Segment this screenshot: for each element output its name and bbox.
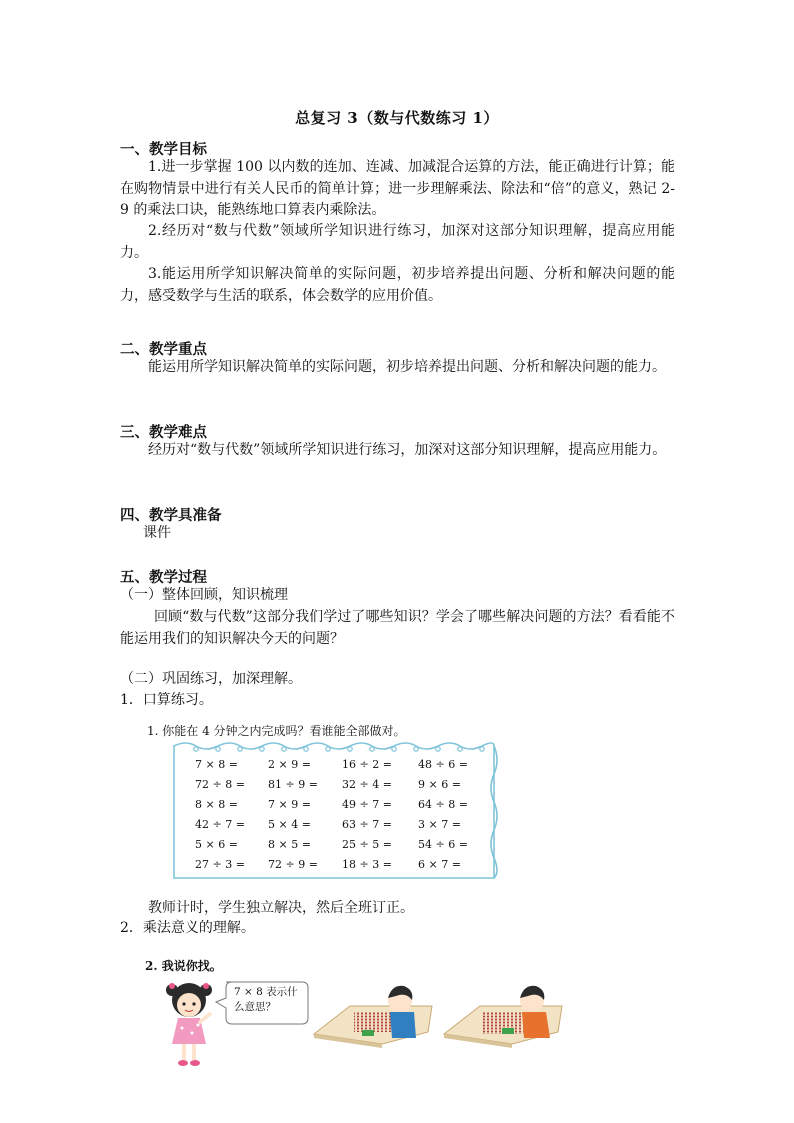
- exercise-cell: 27 ÷ 3 =: [195, 858, 245, 871]
- goals-heading: 一、教学目标: [120, 142, 207, 158]
- boy-dot-array-1: [312, 982, 436, 1050]
- exercise-cell: 42 ÷ 7 =: [195, 818, 245, 831]
- goals-item-3: 3.能运用所学知识解决简单的实际问题，初步培养提出问题、分析和解决问题的能力，感受数学与生活的联系，体会数学的应用价值。: [120, 266, 675, 304]
- exercise-cell: 7 × 9 =: [268, 798, 311, 811]
- exercise-2-title: 2. 我说你找。: [145, 959, 222, 973]
- exercise-cell: 5 × 6 =: [195, 838, 238, 851]
- exercise-cell: 3 × 7 =: [418, 818, 461, 831]
- process-sub-2: （二）巩固练习，加深理解。: [120, 671, 302, 687]
- boy-dot-array-2: [442, 982, 566, 1050]
- exercise-cell: 54 ÷ 6 =: [418, 838, 468, 851]
- difficulty-text: 经历对“数与代数”领域所学知识进行练习，加深对这部分知识理解，提高应用能力。: [148, 442, 667, 458]
- prep-text: 课件: [143, 525, 171, 541]
- key-heading: 二、教学重点: [120, 342, 207, 358]
- exercise-cell: 32 ÷ 4 =: [342, 778, 392, 791]
- exercise-cell: 18 ÷ 3 =: [342, 858, 392, 871]
- exercise-row: [190, 758, 490, 778]
- exercise-cell: 5 × 4 =: [268, 818, 311, 831]
- speech-bubble-text: 7 × 8 表示什么意思？: [234, 986, 298, 1013]
- exercise-cell: 81 ÷ 9 =: [268, 778, 318, 791]
- process-item-1: 1．口算练习。: [120, 692, 213, 708]
- exercise-cell: 63 ÷ 7 =: [342, 818, 392, 831]
- exercise-row: [190, 798, 490, 818]
- prep-heading: 四、教学具准备: [120, 508, 222, 524]
- exercise-cell: 16 ÷ 2 =: [342, 758, 392, 771]
- process-item-2: 2．乘法意义的理解。: [120, 920, 255, 936]
- exercise-cell: 48 ÷ 6 =: [418, 758, 468, 771]
- exercise-row: [190, 838, 490, 858]
- exercise-cell: 49 ÷ 7 =: [342, 798, 392, 811]
- exercise-cell: 25 ÷ 5 =: [342, 838, 392, 851]
- exercise-row: [190, 818, 490, 838]
- exercise-1-title: 1. 你能在 4 分钟之内完成吗？看谁能全部做对。: [147, 724, 406, 738]
- exercise-cell: 8 × 5 =: [268, 838, 311, 851]
- exercise-cell: 72 ÷ 9 =: [268, 858, 318, 871]
- goals-item-2: 2.经历对“数与代数”领域所学知识进行练习，加深对这部分知识理解，提高应用能力。: [120, 223, 675, 261]
- girl-illustration: [160, 978, 218, 1070]
- process-sub-1-text: 回顾“数与代数”这部分我们学过了哪些知识？学会了哪些解决问题的方法？看看能不能运用我们的知识解决今天的问题？: [120, 609, 675, 647]
- process-heading: 五、教学过程: [120, 570, 207, 586]
- exercise-cell: 2 × 9 =: [268, 758, 311, 771]
- exercise-row: [190, 858, 490, 878]
- exercise-row: [190, 778, 490, 798]
- exercise-cell: 7 × 8 =: [195, 758, 238, 771]
- after-exercise-text: 教师计时，学生独立解决，然后全班订正。: [148, 900, 414, 916]
- goals-item-1: 1.进一步掌握 100 以内数的连加、连减、加减混合运算的方法，能正确进行计算；能在购物情景中进行有关人民币的简单计算；进一步理解乘法、除法和“倍”的意义，熟记 2-9 的乘法口诀，能熟练地口算表内乘除法。: [120, 159, 675, 218]
- key-text: 能运用所学知识解决简单的实际问题，初步培养提出问题、分析和解决问题的能力。: [148, 359, 666, 375]
- exercise-cell: 72 ÷ 8 =: [195, 778, 245, 791]
- exercise-cell: 6 × 7 =: [418, 858, 461, 871]
- exercise-cell: 8 × 8 =: [195, 798, 238, 811]
- exercise-cell: 9 × 6 =: [418, 778, 461, 791]
- exercise-cell: 64 ÷ 8 =: [418, 798, 468, 811]
- difficulty-heading: 三、教学难点: [120, 425, 207, 441]
- page-title: 总复习 3（数与代数练习 1）: [295, 109, 499, 127]
- process-sub-1: （一）整体回顾，知识梳理: [120, 587, 288, 603]
